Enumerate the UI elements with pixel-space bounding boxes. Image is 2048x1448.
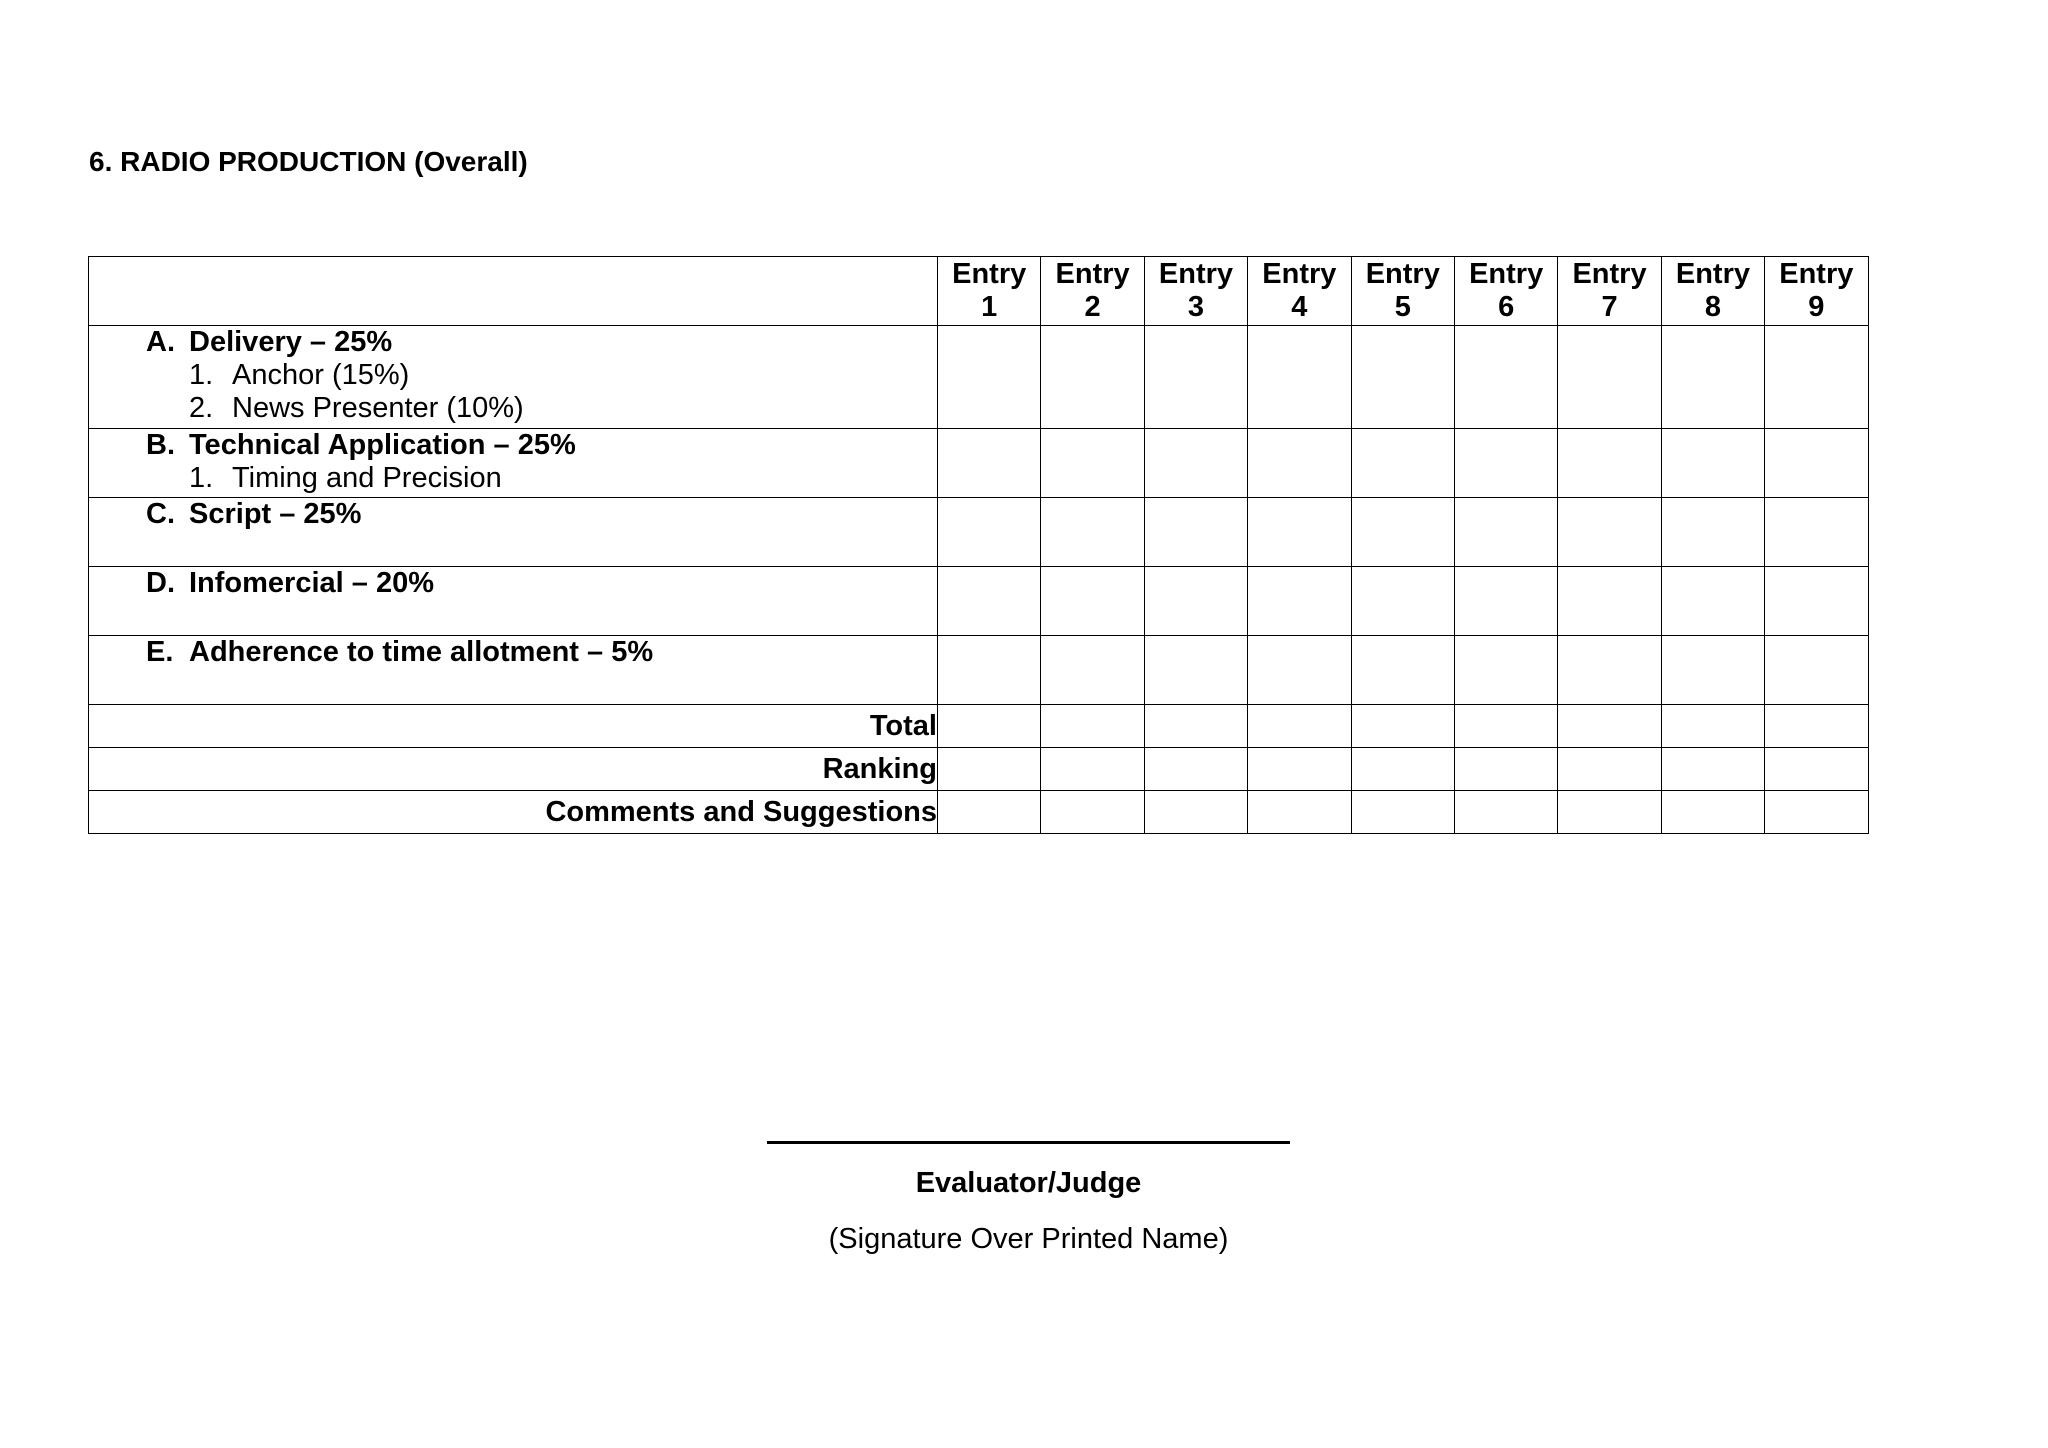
score-cell[interactable]	[1765, 429, 1868, 498]
score-cell[interactable]	[938, 429, 1041, 498]
comments-cell[interactable]	[1454, 791, 1557, 834]
score-cell[interactable]	[1041, 498, 1144, 567]
criterion-letter: C.	[146, 498, 175, 530]
score-cell[interactable]	[1248, 567, 1351, 636]
score-cell[interactable]	[1661, 567, 1764, 636]
score-cell[interactable]	[1351, 498, 1454, 567]
score-cell[interactable]	[1454, 567, 1557, 636]
subitem-label: Timing and Precision	[232, 462, 502, 494]
score-cell[interactable]	[1765, 567, 1868, 636]
page-title: 6. RADIO PRODUCTION (Overall)	[89, 146, 528, 177]
score-cell[interactable]	[1144, 636, 1247, 705]
ranking-cell[interactable]	[1661, 748, 1764, 791]
total-cell[interactable]	[1144, 705, 1247, 748]
subitem-label: News Presenter (10%)	[232, 392, 524, 424]
score-cell[interactable]	[938, 498, 1041, 567]
score-cell[interactable]	[1454, 326, 1557, 429]
header-row	[89, 257, 1869, 326]
criterion-cell	[89, 636, 938, 705]
entry-header-3: Entry 3	[1144, 257, 1247, 326]
score-cell[interactable]	[1144, 567, 1247, 636]
comments-row	[89, 791, 1869, 834]
score-cell[interactable]	[1661, 498, 1764, 567]
criterion-cell	[89, 567, 938, 636]
criterion-cell	[89, 429, 938, 498]
comments-cell[interactable]	[1041, 791, 1144, 834]
signature-title: Evaluator/Judge	[915, 1167, 1142, 1199]
total-cell[interactable]	[938, 705, 1041, 748]
score-cell[interactable]	[1765, 326, 1868, 429]
ranking-cell[interactable]	[1248, 748, 1351, 791]
score-cell[interactable]	[1351, 429, 1454, 498]
score-cell[interactable]	[1144, 326, 1247, 429]
total-cell[interactable]	[1558, 705, 1661, 748]
subitem-number: 1.	[189, 462, 214, 494]
score-cell[interactable]	[1765, 498, 1868, 567]
ranking-cell[interactable]	[1765, 748, 1868, 791]
signature-subtitle: (Signature Over Printed Name)	[828, 1223, 1229, 1255]
score-cell[interactable]	[1248, 429, 1351, 498]
total-cell[interactable]	[1765, 705, 1868, 748]
ranking-cell[interactable]	[1454, 748, 1557, 791]
score-cell[interactable]	[1454, 498, 1557, 567]
score-cell[interactable]	[1351, 567, 1454, 636]
score-cell[interactable]	[938, 636, 1041, 705]
entry-header-8: Entry 8	[1661, 257, 1764, 326]
total-cell[interactable]	[1661, 705, 1764, 748]
score-cell[interactable]	[1454, 429, 1557, 498]
criterion-letter: A.	[146, 326, 175, 358]
score-cell[interactable]	[1558, 636, 1661, 705]
criterion-row-technical-application	[89, 429, 1869, 498]
subitem-number: 2.	[189, 392, 214, 424]
score-cell[interactable]	[1351, 636, 1454, 705]
criterion-row-script	[89, 498, 1869, 567]
signature-line[interactable]	[767, 1141, 1290, 1144]
criterion-row-delivery	[89, 326, 1869, 429]
criterion-row-time-allotment	[89, 636, 1869, 705]
ranking-cell[interactable]	[1041, 748, 1144, 791]
criterion-label: Adherence to time allotment – 5%	[189, 636, 654, 668]
comments-cell[interactable]	[1144, 791, 1247, 834]
score-cell[interactable]	[1558, 498, 1661, 567]
total-cell[interactable]	[1041, 705, 1144, 748]
score-cell[interactable]	[1041, 567, 1144, 636]
entry-header-4: Entry 4	[1248, 257, 1351, 326]
score-cell[interactable]	[1144, 498, 1247, 567]
score-cell[interactable]	[1661, 326, 1764, 429]
score-cell[interactable]	[1454, 636, 1557, 705]
score-cell[interactable]	[1558, 567, 1661, 636]
entry-header-5: Entry 5	[1351, 257, 1454, 326]
score-cell[interactable]	[1041, 636, 1144, 705]
total-row	[89, 705, 1869, 748]
entry-header-9: Entry 9	[1765, 257, 1868, 326]
score-cell[interactable]	[1765, 636, 1868, 705]
score-cell[interactable]	[1144, 429, 1247, 498]
criterion-label: Technical Application – 25%	[189, 429, 576, 461]
corner-header-cell	[89, 257, 938, 326]
comments-cell[interactable]	[1765, 791, 1868, 834]
comments-label: Comments and Suggestions	[89, 791, 938, 834]
criterion-letter: E.	[146, 636, 174, 668]
score-cell[interactable]	[1248, 498, 1351, 567]
ranking-cell[interactable]	[1144, 748, 1247, 791]
ranking-cell[interactable]	[938, 748, 1041, 791]
criterion-label: Infomercial – 20%	[189, 567, 434, 599]
comments-cell[interactable]	[938, 791, 1041, 834]
score-cell[interactable]	[1248, 636, 1351, 705]
score-cell[interactable]	[1558, 429, 1661, 498]
ranking-row	[89, 748, 1869, 791]
total-cell[interactable]	[1454, 705, 1557, 748]
ranking-cell[interactable]	[1558, 748, 1661, 791]
criterion-letter: B.	[146, 429, 175, 461]
score-cell[interactable]	[938, 567, 1041, 636]
comments-cell[interactable]	[1661, 791, 1764, 834]
score-cell[interactable]	[1558, 326, 1661, 429]
subitem-number: 1.	[189, 359, 214, 391]
score-cell[interactable]	[1661, 636, 1764, 705]
score-cell[interactable]	[1041, 326, 1144, 429]
criterion-cell	[89, 498, 938, 567]
comments-cell[interactable]	[1558, 791, 1661, 834]
score-cell[interactable]	[1041, 429, 1144, 498]
score-cell[interactable]	[1351, 326, 1454, 429]
criterion-label: Delivery – 25%	[189, 326, 393, 358]
total-cell[interactable]	[1248, 705, 1351, 748]
score-cell[interactable]	[1661, 429, 1764, 498]
score-cell[interactable]	[1248, 326, 1351, 429]
entry-header-7: Entry 7	[1558, 257, 1661, 326]
ranking-label: Ranking	[89, 748, 938, 791]
entry-header-6: Entry 6	[1454, 257, 1557, 326]
total-cell[interactable]	[1351, 705, 1454, 748]
entry-header-2: Entry 2	[1041, 257, 1144, 326]
criterion-row-infomercial	[89, 567, 1869, 636]
entry-header-1: Entry 1	[938, 257, 1041, 326]
ranking-cell[interactable]	[1351, 748, 1454, 791]
criterion-letter: D.	[146, 567, 175, 599]
criterion-label: Script – 25%	[189, 498, 362, 530]
comments-cell[interactable]	[1351, 791, 1454, 834]
subitem-label: Anchor (15%)	[232, 359, 410, 391]
criterion-cell	[89, 326, 938, 429]
score-cell[interactable]	[938, 326, 1041, 429]
total-label: Total	[89, 705, 938, 748]
comments-cell[interactable]	[1248, 791, 1351, 834]
rubric-table	[88, 256, 1869, 834]
